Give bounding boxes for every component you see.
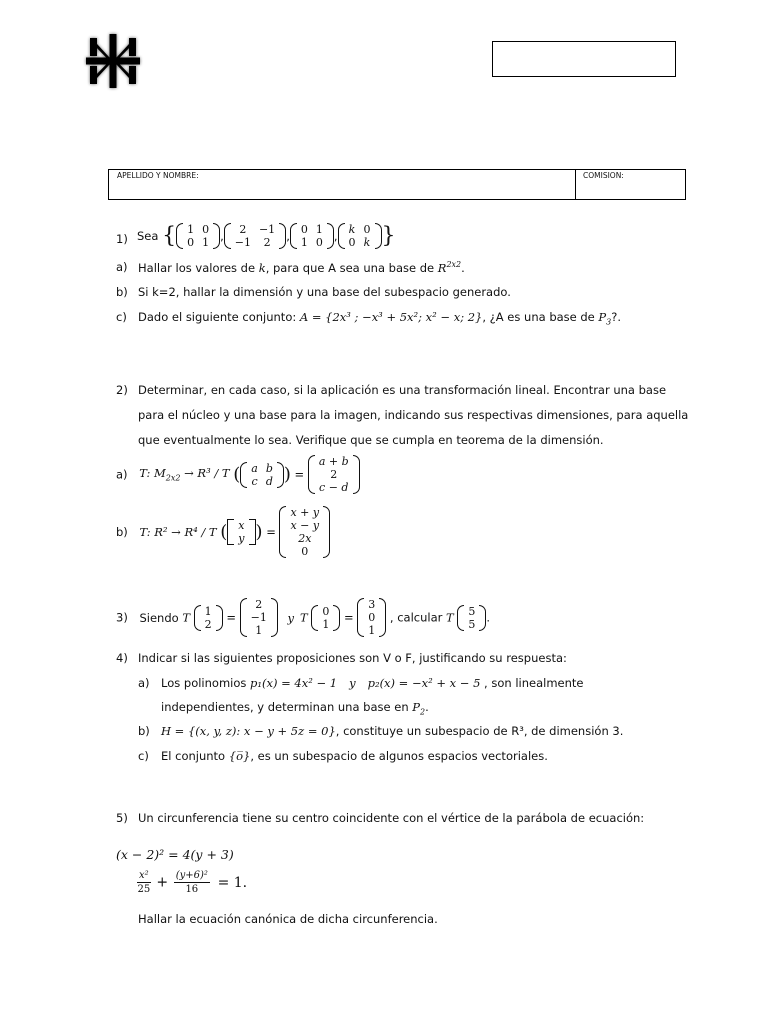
q4-number: 4): [116, 651, 128, 665]
q3: 3) Siendo T 1 2 = 2 −1 1 y T 0 1 = 3 0 1 , calcular T 5 5 .: [116, 598, 491, 637]
q5-parabola-equation: (x − 2)² = 4(y + 3): [116, 847, 234, 862]
q4-text: Indicar si las siguientes proposiciones son V o F, justificando su respuesta:: [138, 651, 567, 665]
university-logo-icon: [82, 30, 144, 92]
q2-line2: para el núcleo y una base para la imagen, indicando sus respectivas dimensiones, para aquella: [138, 408, 689, 422]
q4c: c) El conjunto {o̅}, es un subespacio de algunos espacios vectoriales.: [138, 749, 548, 763]
commission-label: COMISION:: [583, 171, 624, 180]
q1b: b) Si k=2, hallar la dimensión y una base del subespacio generado.: [116, 285, 511, 299]
q5-ellipse-equation: $\frac{\text{x²}}{25}$ + $\frac{\text{(y+6)²}}{16}$ = 1.: [137, 870, 248, 895]
q5-text: Un circunferencia tiene su centro coincidente con el vértice de la parábola de ecuación:: [138, 811, 645, 825]
q4a: a) Los polinomios p₁(x) = 4x² − 1 y p₂(x) = −x² + x − 5 , son linealmente: [138, 676, 584, 690]
q2a: a) T: $M_{2x2} \to R^3 / T$ ( a b c d ) = a + b 2 c − d: [116, 455, 360, 494]
q5-last-line: Hallar la ecuación canónica de dicha circunferencia.: [138, 912, 438, 926]
q1-number: 1): [116, 232, 128, 246]
name-commission-table: [108, 169, 686, 200]
name-label: APELLIDO Y NOMBRE:: [117, 171, 199, 180]
q2b: b) T: R² → R⁴ / T ( x y ) = x + y x − y 2x 0: [116, 506, 330, 558]
q2-line1: Determinar, en cada caso, si la aplicación es una transformación lineal. Encontrar una base: [138, 383, 667, 397]
q4a-line2: independientes, y determinan una base en $P_2$.: [161, 700, 429, 717]
q1a: a) Hallar los valores de k, para que A sea una base de $R^{2x2}$.: [116, 260, 465, 275]
q5-number: 5): [116, 811, 128, 825]
q2-number: 2): [116, 383, 128, 397]
code-box: [492, 41, 676, 77]
q1-set: Sea { 1 0 0 1 , 2 −1 −1 2 , 0 1 1 0 , k 0 0 k }: [137, 223, 396, 249]
q4b: b) H = {(x, y, z): x − y + 5z = 0}, constituye un subespacio de R³, de dimensión 3.: [138, 724, 624, 738]
q1c: c) Dado el siguiente conjunto: A = {2x³ ; −x³ + 5x²; x² − x; 2}, ¿A es una base de $P_3$?.: [116, 310, 622, 327]
q2-line3: que eventualmente lo sea. Verifique que se cumpla en teorema de la dimensión.: [138, 433, 604, 447]
